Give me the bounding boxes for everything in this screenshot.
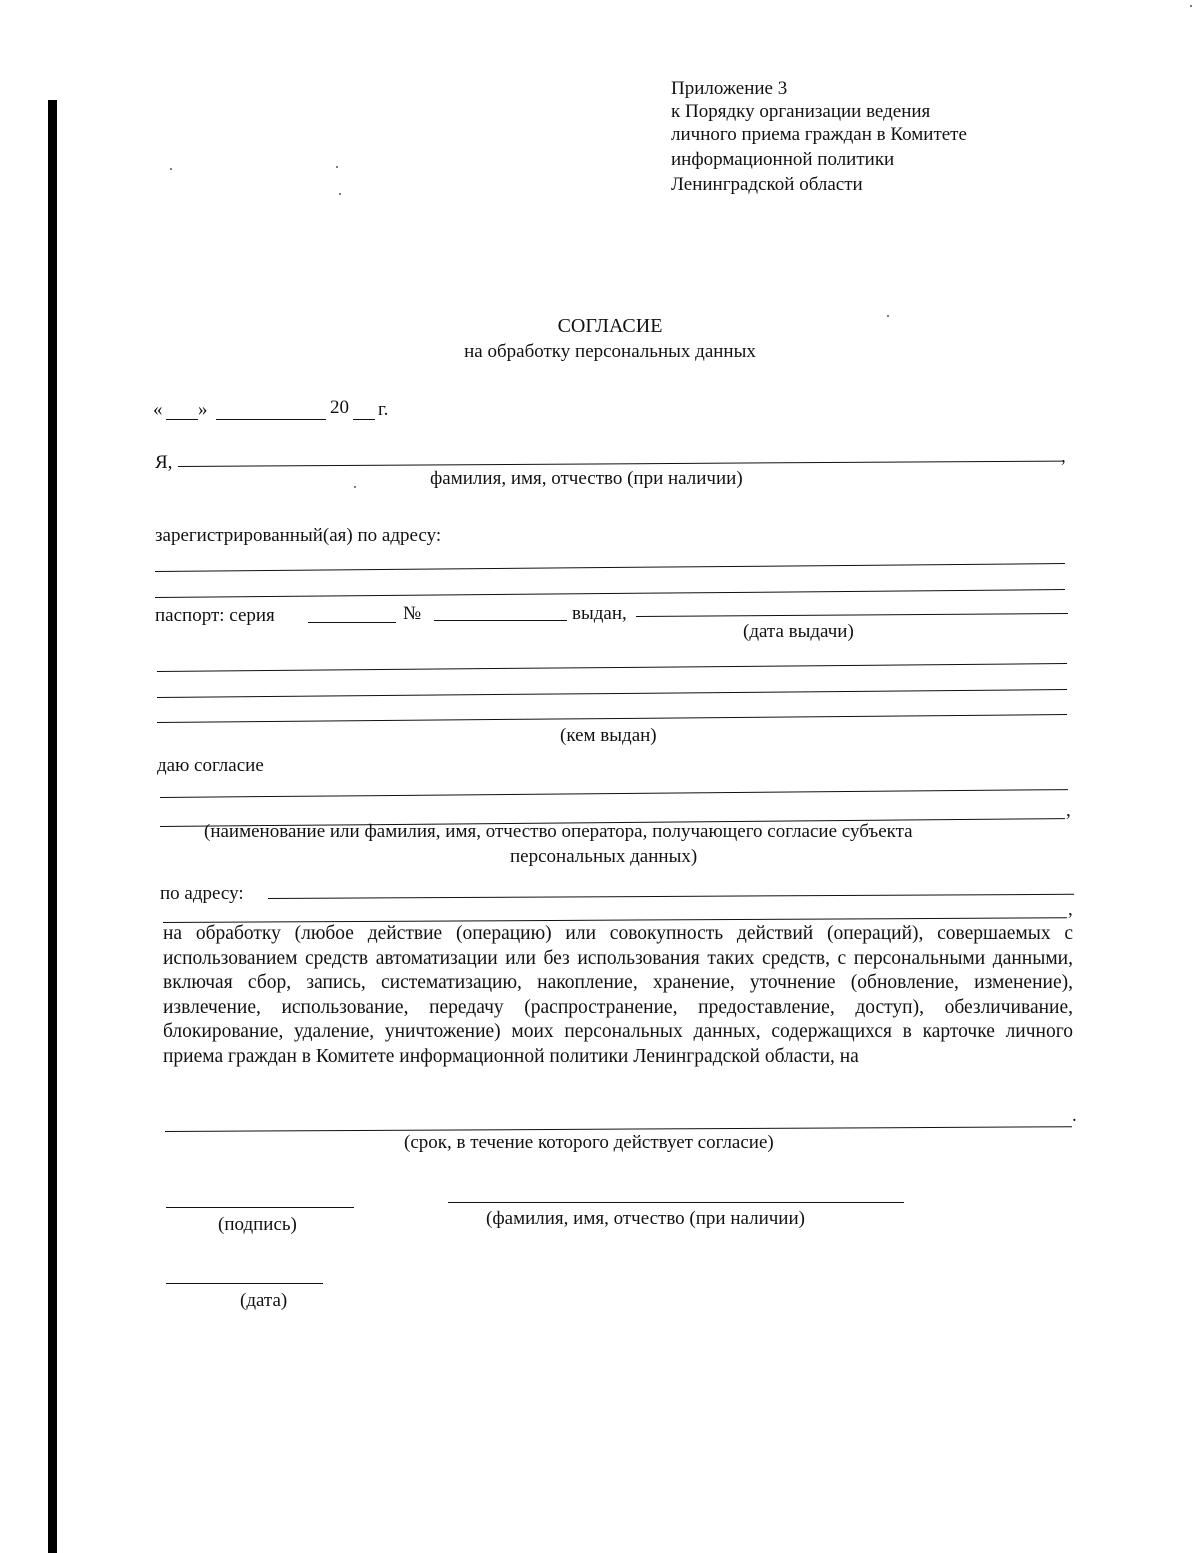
signature-date-field[interactable] [166, 1283, 323, 1284]
passport-issue-date-caption: (дата выдачи) [743, 621, 854, 642]
scan-speck [170, 168, 172, 170]
operator-trailing-comma: , [1066, 800, 1071, 821]
scan-speck [354, 486, 356, 488]
scan-speck [336, 166, 338, 168]
operator-address-label: по адресу: [160, 883, 244, 904]
processing-paragraph: на обработку (любое действие (операцию) или совокупность действий (операций), совершаемых с использованием средств автоматизации или без использования таких средств, с персональными данными, включая сбор, запись, систематизацию, накопление, хранение, уточнение (обновление, изменение), извлечение, использование, передачу (распространение, предоставление, доступ), обезличивание, блокирование, удаление, уничтожение) моих персональных данных, содержащихся в карточке личного приема граждан в Комитете информационной политики Ленинградской области, на [163, 923, 1073, 1067]
document-subtitle: на обработку персональных данных [464, 341, 756, 362]
operator-field-1[interactable] [160, 789, 1068, 798]
appendix-line: к Порядку организации ведения [671, 101, 931, 122]
passport-issued-by-caption: (кем выдан) [560, 725, 657, 746]
year-field[interactable] [353, 419, 375, 420]
operator-address-trailing-comma: , [1068, 899, 1073, 920]
appendix-line: Ленинградской области [671, 174, 863, 195]
scan-speck [887, 315, 889, 317]
passport-issued-by-field-2[interactable] [157, 689, 1067, 698]
signature-caption: (подпись) [218, 1214, 297, 1235]
signer-fio-caption: (фамилия, имя, отчество (при наличии) [486, 1208, 805, 1229]
fio-prefix: Я, [155, 452, 173, 473]
day-field[interactable] [166, 419, 198, 420]
year-suffix: г. [378, 399, 389, 420]
passport-series-label: паспорт: серия [155, 605, 275, 626]
document-title: СОГЛАСИЕ [557, 315, 663, 337]
operator-caption-line-2: персональных данных) [510, 846, 698, 867]
month-field[interactable] [216, 419, 326, 420]
passport-issued-by-field-1[interactable] [157, 663, 1067, 672]
passport-issued-by-field-3[interactable] [157, 714, 1067, 723]
scan-speck [339, 193, 341, 195]
scan-speck [1190, 5, 1192, 7]
operator-address-field-1[interactable] [268, 894, 1074, 899]
signer-fio-field[interactable] [448, 1202, 904, 1203]
appendix-line: Приложение 3 [671, 78, 788, 99]
passport-issued-label: выдан, [572, 603, 627, 624]
signature-date-caption: (дата) [240, 1290, 288, 1311]
consent-label: даю согласие [157, 755, 264, 776]
scan-edge-bar [48, 100, 57, 1553]
fio-caption: фамилия, имя, отчество (при наличии) [430, 468, 743, 489]
year-prefix: 20 [330, 397, 349, 418]
address-label: зарегистрированный(ая) по адресу: [155, 525, 442, 546]
operator-caption-line-1: (наименование или фамилия, имя, отчество оператора, получающего согласие субъекта [204, 821, 913, 842]
appendix-line: личного приема граждан в Комитете [671, 124, 967, 145]
date-close-quote: » [198, 399, 208, 420]
address-field-line-2[interactable] [155, 589, 1065, 598]
term-caption: (срок, в течение которого действует согласие) [404, 1132, 774, 1153]
passport-series-field[interactable] [308, 622, 396, 623]
appendix-line: информационной политики [671, 149, 895, 170]
passport-issue-date-field[interactable] [636, 613, 1068, 617]
passport-number-field[interactable] [434, 620, 567, 621]
passport-number-label: № [403, 603, 422, 624]
term-trailing-period: . [1072, 1105, 1077, 1126]
date-open-quote: « [153, 399, 163, 420]
address-field-line-1[interactable] [155, 563, 1065, 572]
signature-field[interactable] [166, 1207, 354, 1208]
fio-trailing-comma: , [1061, 446, 1066, 467]
